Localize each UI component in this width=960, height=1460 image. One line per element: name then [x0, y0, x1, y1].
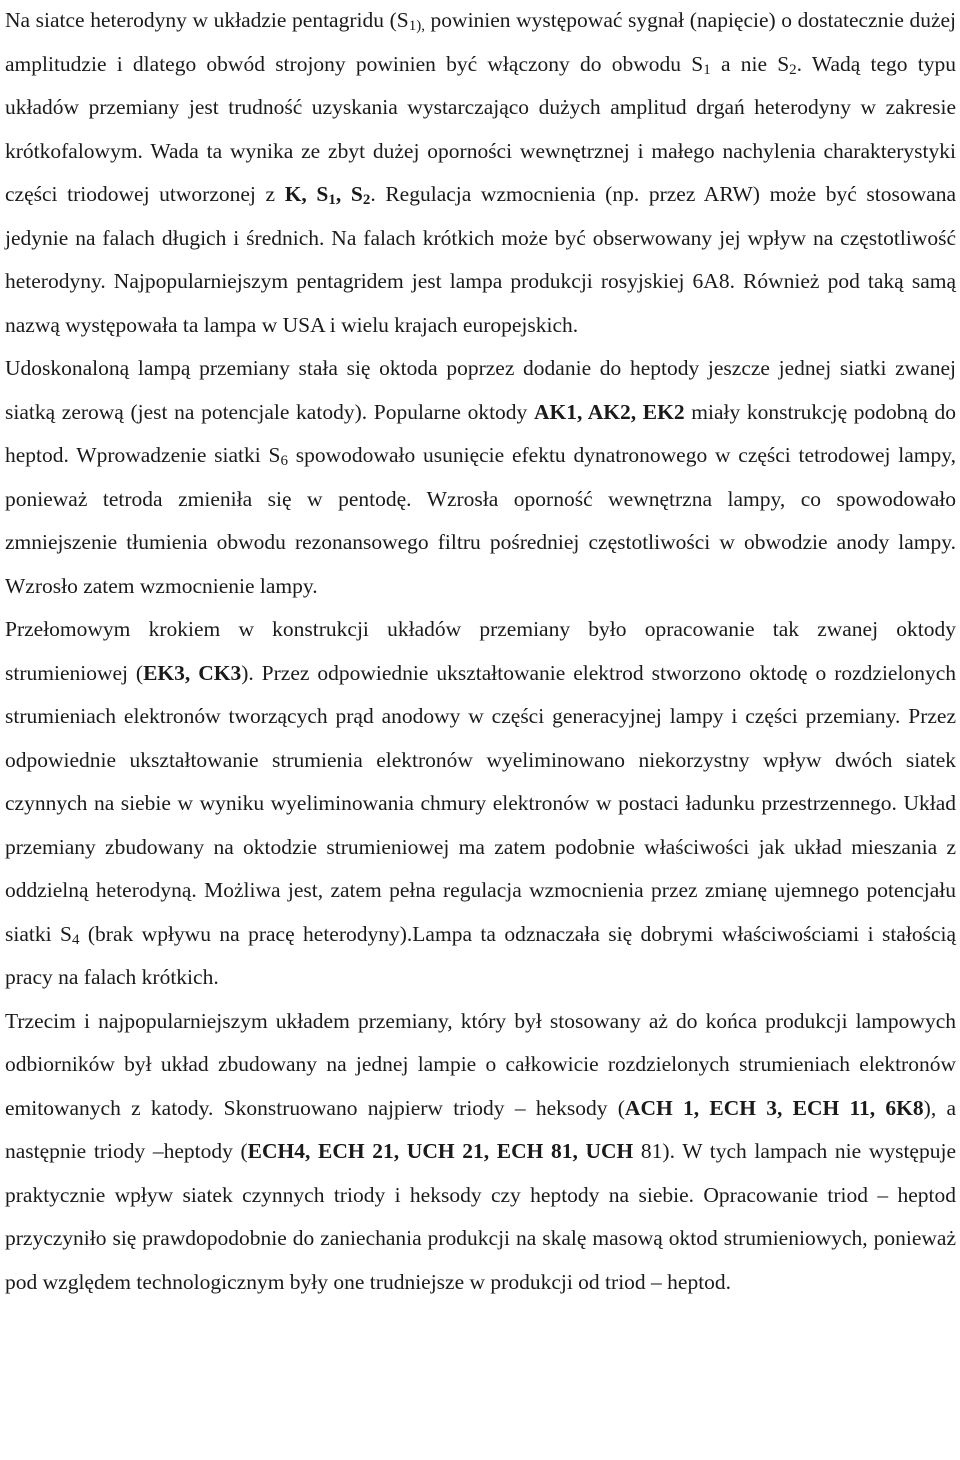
text-run: 81). W tych lampach nie występuje praktycznie wpływ siatek czynnych triody i heksody czy heptody na siebie. Opracowanie triod – heptod przyczyniło się prawdopodobnie do zaniechania produkcji na skalę masową oktod strumieniowych, ponieważ pod względem technologicznym były one trudniejsze w produkcji od triod – heptod. — [5, 1139, 956, 1294]
text-run: Na siatce heterodyny w układzie pentagridu (S — [5, 8, 409, 32]
text-run: miały konstrukcję podobną do heptod. Wprowadzenie siatki S — [5, 399, 956, 467]
subscript-text: 2 — [362, 192, 371, 208]
bold-text: , S — [335, 182, 363, 206]
subscript-text: 1), — [408, 18, 425, 34]
bold-text: K, S — [284, 182, 329, 206]
subscript-text: 6 — [280, 453, 288, 469]
subscript-text: 1 — [703, 61, 711, 78]
text-run: a nie S — [710, 51, 790, 76]
text-run: (brak wpływu na pracę heterodyny).Lampa ta odznaczała się dobrymi właściwościami i stałością pracy na falach krótkich. — [5, 921, 956, 989]
text-run: Przełomowym krokiem w konstrukcji układów przemiany było opracowanie tak zwanej oktody strumieniowej ( — [5, 617, 956, 685]
text-run: powinien występować sygnał (napięcie) o dostatecznie dużej amplitudzie i dlatego obwód strojony powinien być włączony do obwodu S — [5, 8, 957, 76]
subscript-text: 4 — [71, 931, 80, 948]
bold-text: EK3, CK3 — [143, 660, 242, 685]
subscript-text: 2 — [789, 61, 797, 78]
paragraph-triode-hexode — [5, 1000, 956, 1305]
text-run: ). Przez odpowiednie ukształtowanie elektrod stworzono oktodę o rozdzielonych strumieniach elektronów tworzących prąd anodowy w części generacyjnej lampy i części przemiany. Przez odpowiednie ukształtowanie strumienia elektronów wyeliminowano niekorzystny wpływ dwóch siatek czynnych na siebie w wyniku wyeliminowania chmury elektronów w postaci ładunku przestrzennego. Układ przemiany zbudowany na oktodzie strumieniowej ma zatem podobnie właściwości jak układ mieszania z oddzielną heterodyną. Możliwa jest, zatem pełna regulacja wzmocnienia przez zmianę ujemnego potencjału siatki S — [5, 660, 956, 946]
text-run: Udoskonaloną lampą przemiany stała się oktoda poprzez dodanie do heptody jeszcze jednej siatki zwanej siatką zerową (jest na potencjale katody). Popularne oktody — [5, 356, 956, 424]
text-run: Trzecim i najpopularniejszym układem przemiany, który był stosowany aż do końca produkcji lampowych odbiorników był układ zbudowany na jednej lampie o całkowicie rozdzielonych strumieniach elektronów emitowanych z katody. Skonstruowano najpierw triody – heksody ( — [5, 1008, 956, 1120]
text-run: . Regulacja wzmocnienia (np. przez ARW) może być stosowana jedynie na falach długich i średnich. Na falach krótkich może być obserwowany jej wpływ na częstotliwość heterodyny. Najpopularniejszym pentagridem jest lampa produkcji rosyjskiej 6A8. Również pod taką samą nazwą występowała ta lampa w USA i wielu krajach europejskich. — [5, 182, 956, 337]
paragraph-pentagrid — [5, 0, 956, 347]
paragraph-octode — [5, 347, 956, 608]
subscript-text: 1 — [328, 192, 336, 208]
paragraph-beam-octode — [5, 608, 956, 1000]
text-run: . Wadą tego typu układów przemiany jest trudność uzyskania wystarczająco dużych amplitud drgań heterodyny w zakresie krótkofalowym. Wada ta wynika ze zbyt dużej oporności wewnętrznej i małego nachylenia charakterystyki części triodowej utworzonej z — [5, 51, 956, 206]
bold-text: ACH 1, ECH 3, ECH 11, 6K8 — [624, 1095, 924, 1120]
text-run: ), a następnie triody –heptody ( — [5, 1095, 957, 1163]
bold-text: AK1, AK2, EK2 — [533, 399, 685, 424]
bold-text: ECH4, ECH 21, UCH 21, ECH 81, UCH — [247, 1139, 634, 1163]
text-run: spowodowało usunięcie efektu dynatronowego w części tetrodowej lampy, ponieważ tetroda zmieniła się w pentodę. Wzrosła oporność wewnętrzna lampy, co spowodowało zmniejszenie tłumienia obwodu rezonansowego filtru pośredniej częstotliwości w obwodzie anody lampy. Wzrosło zatem wzmocnienie lampy. — [5, 443, 956, 598]
